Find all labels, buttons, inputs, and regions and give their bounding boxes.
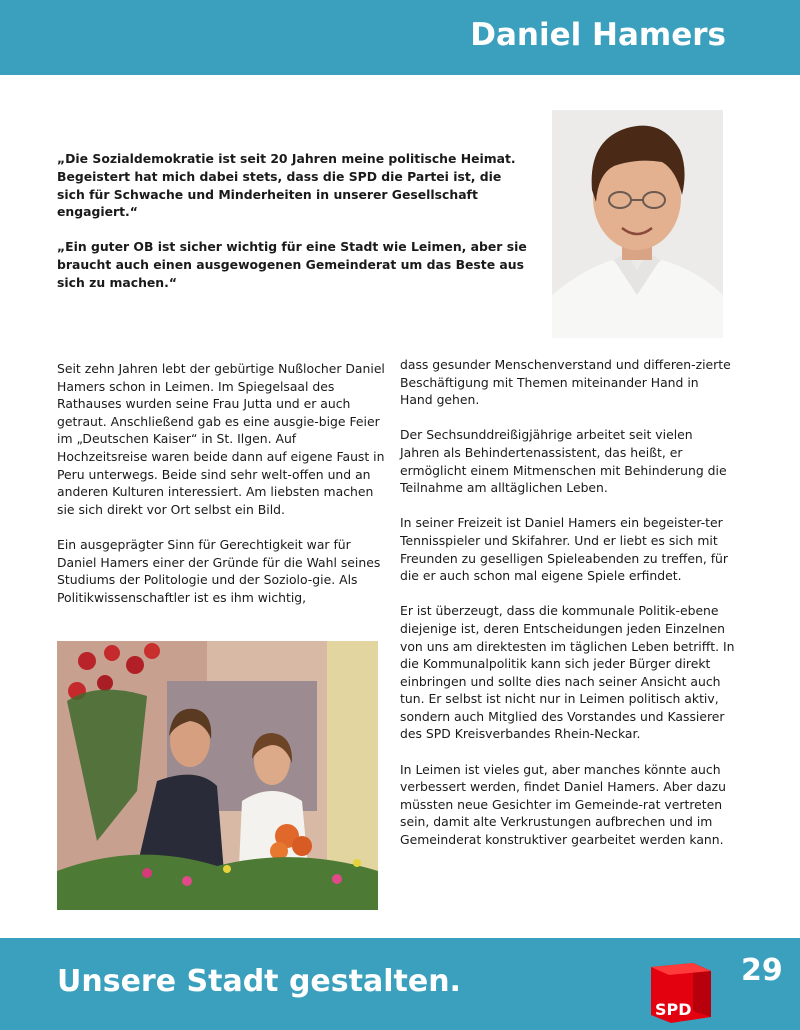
spd-logo bbox=[641, 955, 721, 1025]
paragraph: Seit zehn Jahren lebt der gebürtige Nußlocher Daniel Hamers schon in Leimen. Im Spiegelsaal des Rathauses wurden seine Frau Jutta und er auch getraut. Anschließend gab es eine ausgie-bige Feier im „Deutschen Kaiser“ in St. Ilgen. Auf Hochzeitsreise waren beide dann auf eigene Faust in Peru unterwegs. Beide sind sehr welt-offen und an anderen Kulturen interessiert. Am liebsten machen sie sich direkt vor Ort selbst ein Bild. bbox=[57, 361, 385, 517]
paragraph: In Leimen ist vieles gut, aber manches könnte auch verbessert werden, findet Daniel Hamers. Aber dazu müssten neue Gesichter im Gemeinde-rat vertreten sein, damit alte Verkrustungen aufbrechen und im Gemeinderat konstruktiver gearbeitet werden kann. bbox=[400, 761, 727, 848]
quote-2: „Ein guter OB ist sicher wichtig für eine Stadt wie Leimen, aber sie braucht auch einen ausgewogenen Gemeinderat um das Beste aus sich zu machen.“ bbox=[57, 239, 527, 290]
wedding-photo bbox=[57, 641, 378, 910]
right-column bbox=[400, 356, 735, 866]
left-column bbox=[57, 360, 387, 624]
spd-logo-text: SPD bbox=[655, 1000, 692, 1019]
footer-slogan: Unsere Stadt gestalten. bbox=[57, 964, 461, 999]
paragraph: Ein ausgeprägter Sinn für Gerechtigkeit war für Daniel Hamers einer der Gründe für die Wahl seines Studiums der Politologie und der Soziolo-gie. Als Politikwissenschaftler ist es ihm wichtig, bbox=[57, 536, 381, 605]
paragraph: Er ist überzeugt, dass die kommunale Politik-ebene diejenige ist, deren Entscheidungen jeden Einzelnen von uns am direktesten im täglichen Leben betrifft. In die Kommunalpolitik kann sich jeder Bürger direkt einbringen und sollte dies nach seiner Ansicht auch tun. Er selbst ist nicht nur in Leimen politisch aktiv, sondern auch Mitglied des Vorstandes und Kassierer des SPD Kreisverbandes Rhein-Neckar. bbox=[400, 603, 735, 742]
paragraph: dass gesunder Menschenverstand und differen-zierte Beschäftigung mit Themen miteinander Hand in Hand gehen. bbox=[400, 357, 731, 408]
paragraph: Der Sechsunddreißigjährige arbeitet seit vielen Jahren als Behindertenassistent, das heißt, er ermöglicht einem Mitmenschen mit Behinderung die Teilnahme am alltäglichen Leben. bbox=[400, 427, 727, 496]
page-number: 29 bbox=[741, 953, 783, 988]
portrait-photo bbox=[552, 110, 723, 338]
quote-block bbox=[57, 150, 527, 309]
quote-1: „Die Sozialdemokratie ist seit 20 Jahren meine politische Heimat. Begeistert hat mich dabei stets, dass die SPD die Partei ist, die sich für Schwache und Minderheiten in unserer Gesellschaft engagiert.“ bbox=[57, 151, 516, 220]
candidate-name: Daniel Hamers bbox=[470, 17, 726, 53]
paragraph: In seiner Freizeit ist Daniel Hamers ein begeister-ter Tennisspieler und Skifahrer. Und er liebt es sich mit Freunden zu geselligen Spieleabenden zu treffen, für die er auch schon mal eigene Spiele erfindet. bbox=[400, 515, 728, 584]
